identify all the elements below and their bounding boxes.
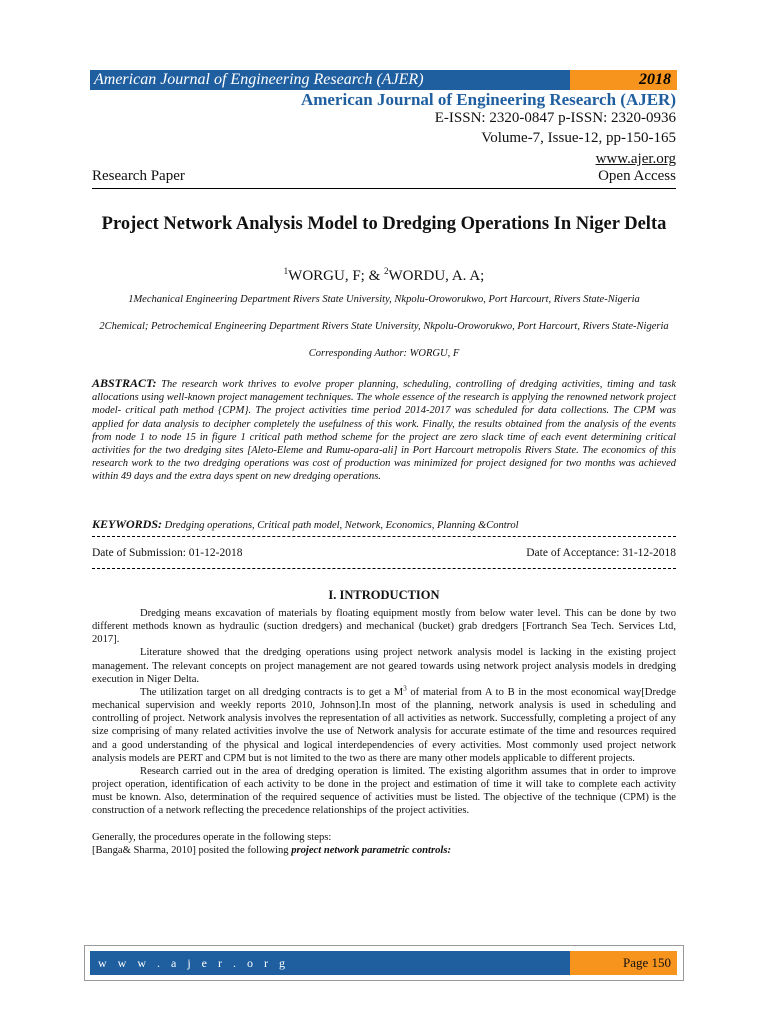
- footer-page-box: [570, 951, 677, 975]
- keywords-label: KEYWORDS:: [92, 517, 163, 531]
- journal-url-link[interactable]: www.ajer.org: [595, 151, 676, 167]
- header-divider: [92, 188, 676, 189]
- author1-sup: 1: [283, 266, 289, 276]
- intro-paragraph-1: Dredging means excavation of materials by floating equipment mostly from below water level. This can be done by two different methods known as hydraulic (suction dredgers) and mechanical (bucket) grab dredgers [Fortranch Sea Tech. Services Ltd, 2017].: [92, 608, 676, 646]
- banner-year: 2018: [639, 71, 671, 88]
- author2-sup: 2: [384, 266, 389, 276]
- p6-part-a: [Banga& Sharma, 2010] posited the following: [92, 844, 292, 856]
- authors: [92, 266, 676, 285]
- intro-paragraph-6: [92, 844, 676, 857]
- p6-emphasis: project network parametric controls:: [291, 844, 451, 856]
- author2: WORDU, A. A;: [388, 268, 485, 284]
- keywords: [92, 517, 676, 533]
- corresponding-author: Corresponding Author: WORGU, F: [308, 348, 460, 359]
- p3-part-b: of material from A to B in the most economical way[Dredge mechanical supervision and weekly reports 2010, Johnson].In most of the planning, network analysis is used in scheduling and controlling of project. Network analysis involves the representation of all activities as network. Successfully, completing a project of any size comprising of many related activities involve the use of Network analysis for accurate estimate of the time and resources required and a good understanding of the physical and logical interdependencies of every activities. Most commonly used project network analysis models are PERT and CPM but is not limited to the two as there are many other models applicable to different projects.: [92, 686, 676, 764]
- intro-paragraph-5: Generally, the procedures operate in the following steps:: [92, 831, 332, 843]
- affiliation-2: 2Chemical; Petrochemical Engineering Department Rivers State University, Nkpolu-Oroworukwo, Port Harcourt, Rivers State-Nigeria: [99, 321, 669, 332]
- keywords-text: Dredging operations, Critical path model, Network, Economics, Planning &Control: [162, 520, 519, 531]
- abstract-label: ABSTRACT:: [92, 376, 157, 390]
- banner-journal-name: American Journal of Engineering Research (AJER): [94, 71, 424, 88]
- paper-title: Project Network Analysis Model to Dredging Operations In Niger Delta: [101, 214, 667, 234]
- year-banner: [570, 70, 677, 90]
- introduction-body: [92, 607, 676, 857]
- author1: WORGU, F; &: [288, 268, 384, 284]
- journal-title: American Journal of Engineering Research (AJER): [300, 90, 676, 109]
- dashed-divider-bottom: [92, 568, 676, 569]
- p3-part-a: The utilization target on all dredging contracts is to get a M: [140, 686, 404, 698]
- section-heading-introduction: I. INTRODUCTION: [328, 588, 440, 602]
- abstract-text: The research work thrives to evolve proper planning, scheduling, controlling of dredging activities, timing and task allocations using well-known project management techniques. The whole essence of the research is applying the renowned network project model- critical path method {CPM}. The project activities time period 2014-2017 was scheduled for data collections. The CPM was applied for data analysis to decipher completely the usefulness of this work. Finally, the results obtained from the analysis of the events from node 1 to node 15 in figure 1 critical path method scheme for the project are zero slack time of each event determining critical activities for the two dredging sites [Aleto-Eleme and Rumu-opara-ali] in Port Harcourt metropolis Rivers State. The economics of this research work to the two dredging operations was cost of production was minimized for project designed for two months was achieved within 49 days and the extra days spent on new dredging operations.: [92, 379, 676, 483]
- access-type: Open Access: [598, 168, 676, 184]
- issn: E-ISSN: 2320-0847 p-ISSN: 2320-0936: [434, 110, 676, 126]
- acceptance-date: Date of Acceptance: 31-12-2018: [526, 547, 676, 559]
- journal-banner: [90, 70, 570, 90]
- paper-type: Research Paper: [92, 168, 185, 184]
- p3-superscript: 3: [403, 684, 407, 693]
- footer-url-bar: [90, 951, 570, 975]
- footer-url[interactable]: w w w . a j e r . o r g: [98, 956, 289, 970]
- intro-paragraph-4: Research carried out in the area of dredging operation is limited. The existing algorithm assumes that in order to improve project operation, identification of each activity to be done in the project and estimation of time it will take to complete each activity must be known. Also, determination of the required sequence of activities must be listed. The objective of the technique (CPM) is the construction of a network reflecting the precedence relationships of the project activities.: [92, 765, 676, 817]
- abstract: [92, 377, 676, 484]
- volume-info: Volume-7, Issue-12, pp-150-165: [481, 130, 676, 146]
- intro-paragraph-2: Literature showed that the dredging operations using project network analysis model is lacking in the existing project management. The relevant concepts on project management are not geared towards using network project analysis models in dredging execution in Niger Delta.: [92, 647, 676, 685]
- intro-paragraph-3: [92, 686, 676, 765]
- affiliation-1: 1Mechanical Engineering Department Rivers State University, Nkpolu-Oroworukwo, Port Harcourt, Rivers State-Nigeria: [128, 294, 640, 305]
- submission-date: Date of Submission: 01-12-2018: [92, 547, 243, 559]
- dashed-divider-top: [92, 536, 676, 537]
- page-number: Page 150: [622, 955, 671, 970]
